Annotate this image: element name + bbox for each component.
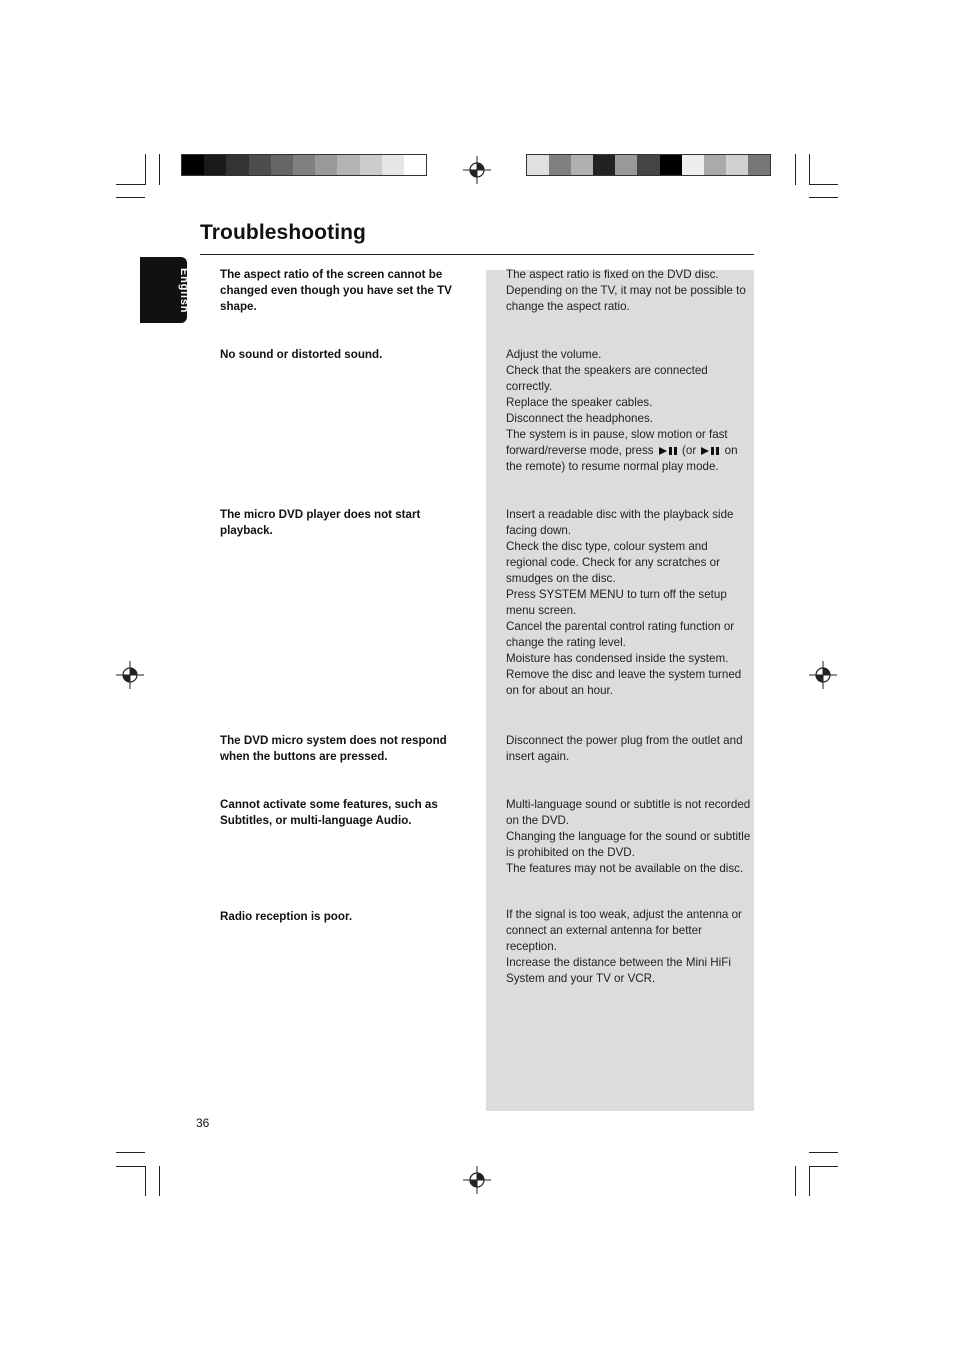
problem-aspect-ratio: The aspect ratio of the screen cannot be changed even though you have set the TV shape. (220, 268, 452, 313)
play-pause-icon (657, 446, 679, 456)
grayscale-strip-left (181, 154, 427, 176)
registration-mark-icon (462, 1165, 492, 1195)
page-number: 36 (196, 1116, 210, 1130)
solution-list (506, 797, 752, 877)
problem-radio-reception: Radio reception is poor. (220, 910, 353, 923)
problem-no-sound: No sound or distorted sound. (220, 348, 383, 361)
solution-item: Disconnect the power plug from the outlet and insert again. (506, 734, 743, 763)
solution-item: Check that the speakers are connected correctly. (506, 364, 708, 393)
problem-no-playback: The micro DVD player does not start playback. (220, 508, 421, 537)
page-title: Troubleshooting (200, 221, 366, 244)
registration-mark-icon (808, 660, 838, 690)
solution-item: Multi-language sound or subtitle is not recorded on the DVD. (506, 798, 751, 827)
pause-text-part1: The system is in pause, slow motion or fast forward/reverse mode, press (506, 428, 728, 457)
solution-list (506, 347, 752, 475)
solution-item: Disconnect the headphones. (506, 412, 653, 425)
solution-item: If the signal is too weak, adjust the antenna or connect an external antenna for better reception. (506, 908, 742, 953)
solution-item: Depending on the TV, it may not be possible to change the aspect ratio. (506, 284, 746, 313)
registration-mark-icon (115, 660, 145, 690)
pause-text-part2: (or (682, 444, 697, 457)
solution-list (506, 907, 752, 987)
solution-item: Adjust the volume. (506, 348, 602, 361)
grayscale-strip-right (526, 154, 771, 176)
solution-item: Increase the distance between the Mini HiFi System and your TV or VCR. (506, 956, 731, 985)
solution-item: Check the disc type, colour system and regional code. Check for any scratches or smudges on the disc. (506, 540, 720, 585)
play-pause-icon (699, 446, 721, 456)
problem-buttons-unresponsive: The DVD micro system does not respond when the buttons are pressed. (220, 734, 447, 763)
solution-item: Changing the language for the sound or subtitle is prohibited on the DVD. (506, 830, 751, 859)
solution-item-pause (506, 427, 752, 475)
solution-item: Press SYSTEM MENU to turn off the setup menu screen. (506, 588, 727, 617)
title-divider (200, 254, 754, 255)
solution-item: The features may not be available on the disc. (506, 862, 744, 875)
pause-text-part3: on the remote) to resume normal play mode. (506, 444, 738, 473)
solution-item: Replace the speaker cables. (506, 396, 653, 409)
solution-list (506, 507, 752, 699)
language-tab-label: English (178, 268, 190, 314)
solution-item: The aspect ratio is fixed on the DVD disc. (506, 268, 719, 281)
problem-features-unavailable: Cannot activate some features, such as Subtitles, or multi-language Audio. (220, 798, 438, 827)
solution-item: Moisture has condensed inside the system. Remove the disc and leave the system turned on for about an hour. (506, 652, 742, 697)
solution-list (506, 267, 752, 315)
solution-item: Cancel the parental control rating function or change the rating level. (506, 620, 735, 649)
registration-mark-icon (462, 155, 492, 185)
solution-item: Insert a readable disc with the playback side facing down. (506, 508, 734, 537)
solution-list (506, 733, 752, 765)
